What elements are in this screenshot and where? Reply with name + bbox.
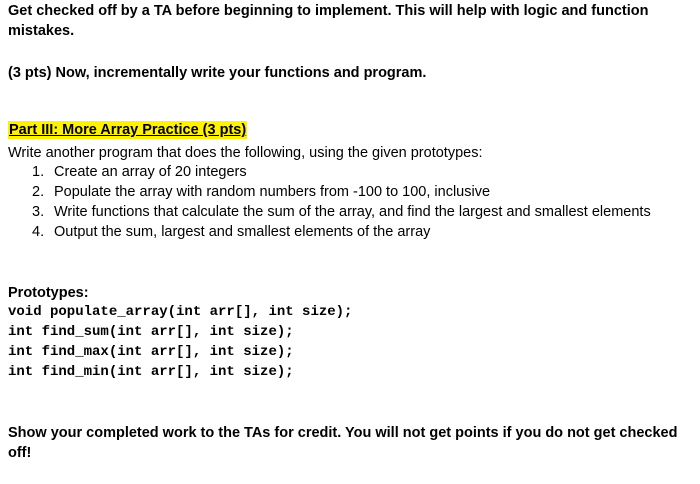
list-item-number: 3. [32,204,45,220]
prototypes-heading: Prototypes: [8,285,89,301]
list-item [8,162,692,182]
list-item-text: Output the sum, largest and smallest elements of the array [54,224,431,240]
list-item-number: 1. [32,164,45,180]
code-line: void populate_array(int arr[], int size); [8,304,353,320]
list-item [8,182,692,202]
part-three-heading: Part III: More Array Practice (3 pts) [9,122,247,138]
footer-note: Show your completed work to the TAs for credit. You will not get points if you do not get checked off! [8,425,678,461]
list-item-number: 4. [32,224,45,240]
steps-list [8,162,692,242]
list-item-number: 2. [32,184,45,200]
code-line: int find_sum(int arr[], int size); [8,324,294,340]
list-item-text: Populate the array with random numbers from -100 to 100, inclusive [54,184,491,200]
points-instruction: (3 pts) Now, incrementally write your functions and program. [8,65,427,81]
part-three-instruction: Write another program that does the following, using the given prototypes: [8,145,483,161]
code-line: int find_max(int arr[], int size); [8,344,294,360]
intro-paragraph: Get checked off by a TA before beginning to implement. This will help with logic and function mistakes. [8,3,649,39]
list-item [8,222,692,242]
code-line: int find_min(int arr[], int size); [8,364,294,380]
list-item-text: Create an array of 20 integers [54,164,247,180]
list-item [8,202,692,222]
list-item-text: Write functions that calculate the sum of the array, and find the largest and smallest elements [54,204,651,220]
